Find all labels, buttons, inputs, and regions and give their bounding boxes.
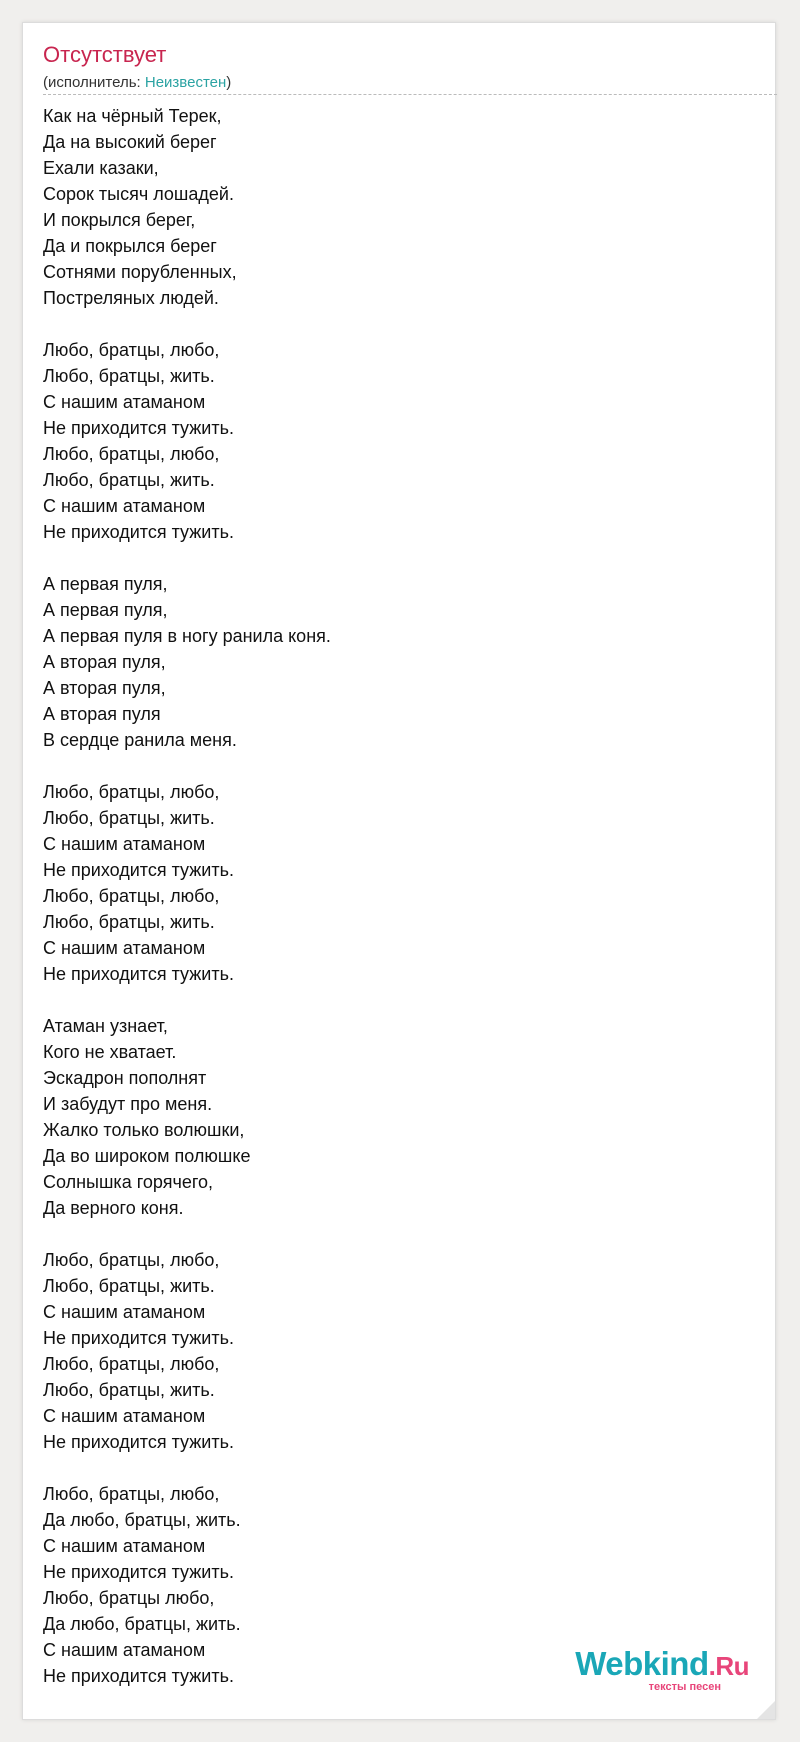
- lyric-line: Любо, братцы, жить.: [43, 1380, 215, 1400]
- lyric-line: Не приходится тужить.: [43, 1432, 234, 1452]
- lyric-line: Да во широком полюшке: [43, 1146, 251, 1166]
- stanza-gap: [43, 311, 331, 337]
- stanza-gap: [43, 987, 331, 1013]
- lyric-line: И покрылся берег,: [43, 210, 196, 230]
- lyric-line: А первая пуля в ногу ранила коня.: [43, 626, 331, 646]
- logo-name: Webkind: [575, 1645, 709, 1682]
- lyric-line: С нашим атаманом: [43, 1302, 206, 1322]
- lyric-line: С нашим атаманом: [43, 1536, 206, 1556]
- lyric-line: Любо, братцы, жить.: [43, 808, 215, 828]
- lyric-line: Не приходится тужить.: [43, 1328, 234, 1348]
- lyric-line: А вторая пуля: [43, 704, 161, 724]
- lyric-line: Не приходится тужить.: [43, 860, 234, 880]
- lyric-line: Да любо, братцы, жить.: [43, 1614, 241, 1634]
- lyric-line: Не приходится тужить.: [43, 522, 234, 542]
- lyric-line: Сотнями порубленных,: [43, 262, 237, 282]
- page-curl: [757, 1701, 775, 1719]
- lyric-line: Жалко только волюшки,: [43, 1120, 245, 1140]
- lyric-line: Любо, братцы, любо,: [43, 444, 220, 464]
- lyric-line: Любо, братцы, любо,: [43, 1484, 220, 1504]
- logo-wordmark: [575, 1645, 749, 1685]
- lyric-line: С нашим атаманом: [43, 1406, 206, 1426]
- lyric-line: Как на чёрный Терек,: [43, 106, 222, 126]
- lyric-line: А вторая пуля,: [43, 678, 166, 698]
- artist-suffix: ): [226, 74, 232, 91]
- song-title: Отсутствует: [43, 42, 167, 67]
- artist-prefix: (исполнитель:: [43, 74, 145, 91]
- logo-domain: .Ru: [708, 1651, 749, 1681]
- lyric-line: Любо, братцы, жить.: [43, 1276, 215, 1296]
- lyric-line: С нашим атаманом: [43, 1640, 206, 1660]
- lyric-line: Любо, братцы, любо,: [43, 782, 220, 802]
- lyric-line: Солнышка горячего,: [43, 1172, 214, 1192]
- lyric-line: С нашим атаманом: [43, 496, 206, 516]
- lyric-line: И забудут про меня.: [43, 1094, 213, 1114]
- divider: [43, 94, 777, 95]
- lyrics-text: [43, 103, 331, 1689]
- lyric-line: Кого не хватает.: [43, 1042, 177, 1062]
- lyric-line: Любо, братцы, жить.: [43, 912, 215, 932]
- lyric-line: Не приходится тужить.: [43, 418, 234, 438]
- artist-line: [43, 74, 231, 92]
- lyric-line: В сердце ранила меня.: [43, 730, 237, 750]
- lyric-line: Эскадрон пополнят: [43, 1068, 207, 1088]
- lyric-line: Любо, братцы, любо,: [43, 886, 220, 906]
- lyric-line: Да и покрылся берег: [43, 236, 217, 256]
- lyric-line: А первая пуля,: [43, 574, 168, 594]
- lyric-line: Сорок тысяч лошадей.: [43, 184, 234, 204]
- lyric-line: Постреляных людей.: [43, 288, 219, 308]
- lyric-line: Не приходится тужить.: [43, 1562, 234, 1582]
- stanza-gap: [43, 1455, 331, 1481]
- stanza-gap: [43, 545, 331, 571]
- lyric-line: Любо, братцы, жить.: [43, 366, 215, 386]
- lyric-line: Любо, братцы, любо,: [43, 1250, 220, 1270]
- lyric-line: Не приходится тужить.: [43, 1666, 234, 1686]
- lyric-line: А вторая пуля,: [43, 652, 166, 672]
- lyric-line: С нашим атаманом: [43, 938, 206, 958]
- lyric-line: Да любо, братцы, жить.: [43, 1510, 241, 1530]
- lyric-line: Атаман узнает,: [43, 1016, 168, 1036]
- lyric-line: Не приходится тужить.: [43, 964, 234, 984]
- artist-link[interactable]: Неизвестен: [144, 74, 227, 91]
- lyrics-sheet: [22, 22, 776, 1720]
- stanza-gap: [43, 1221, 331, 1247]
- lyric-line: Да верного коня.: [43, 1198, 184, 1218]
- lyric-line: С нашим атаманом: [43, 834, 206, 854]
- lyric-line: Да на высокий берег: [43, 132, 217, 152]
- site-logo[interactable]: [549, 1645, 749, 1691]
- lyric-line: Любо, братцы, любо,: [43, 1354, 220, 1374]
- lyric-line: С нашим атаманом: [43, 392, 206, 412]
- lyric-line: Любо, братцы любо,: [43, 1588, 215, 1608]
- logo-tagline: тексты песен: [648, 1681, 721, 1693]
- lyric-line: А первая пуля,: [43, 600, 168, 620]
- stanza-gap: [43, 753, 331, 779]
- lyric-line: Любо, братцы, жить.: [43, 470, 215, 490]
- lyric-line: Ехали казаки,: [43, 158, 159, 178]
- lyric-line: Любо, братцы, любо,: [43, 340, 220, 360]
